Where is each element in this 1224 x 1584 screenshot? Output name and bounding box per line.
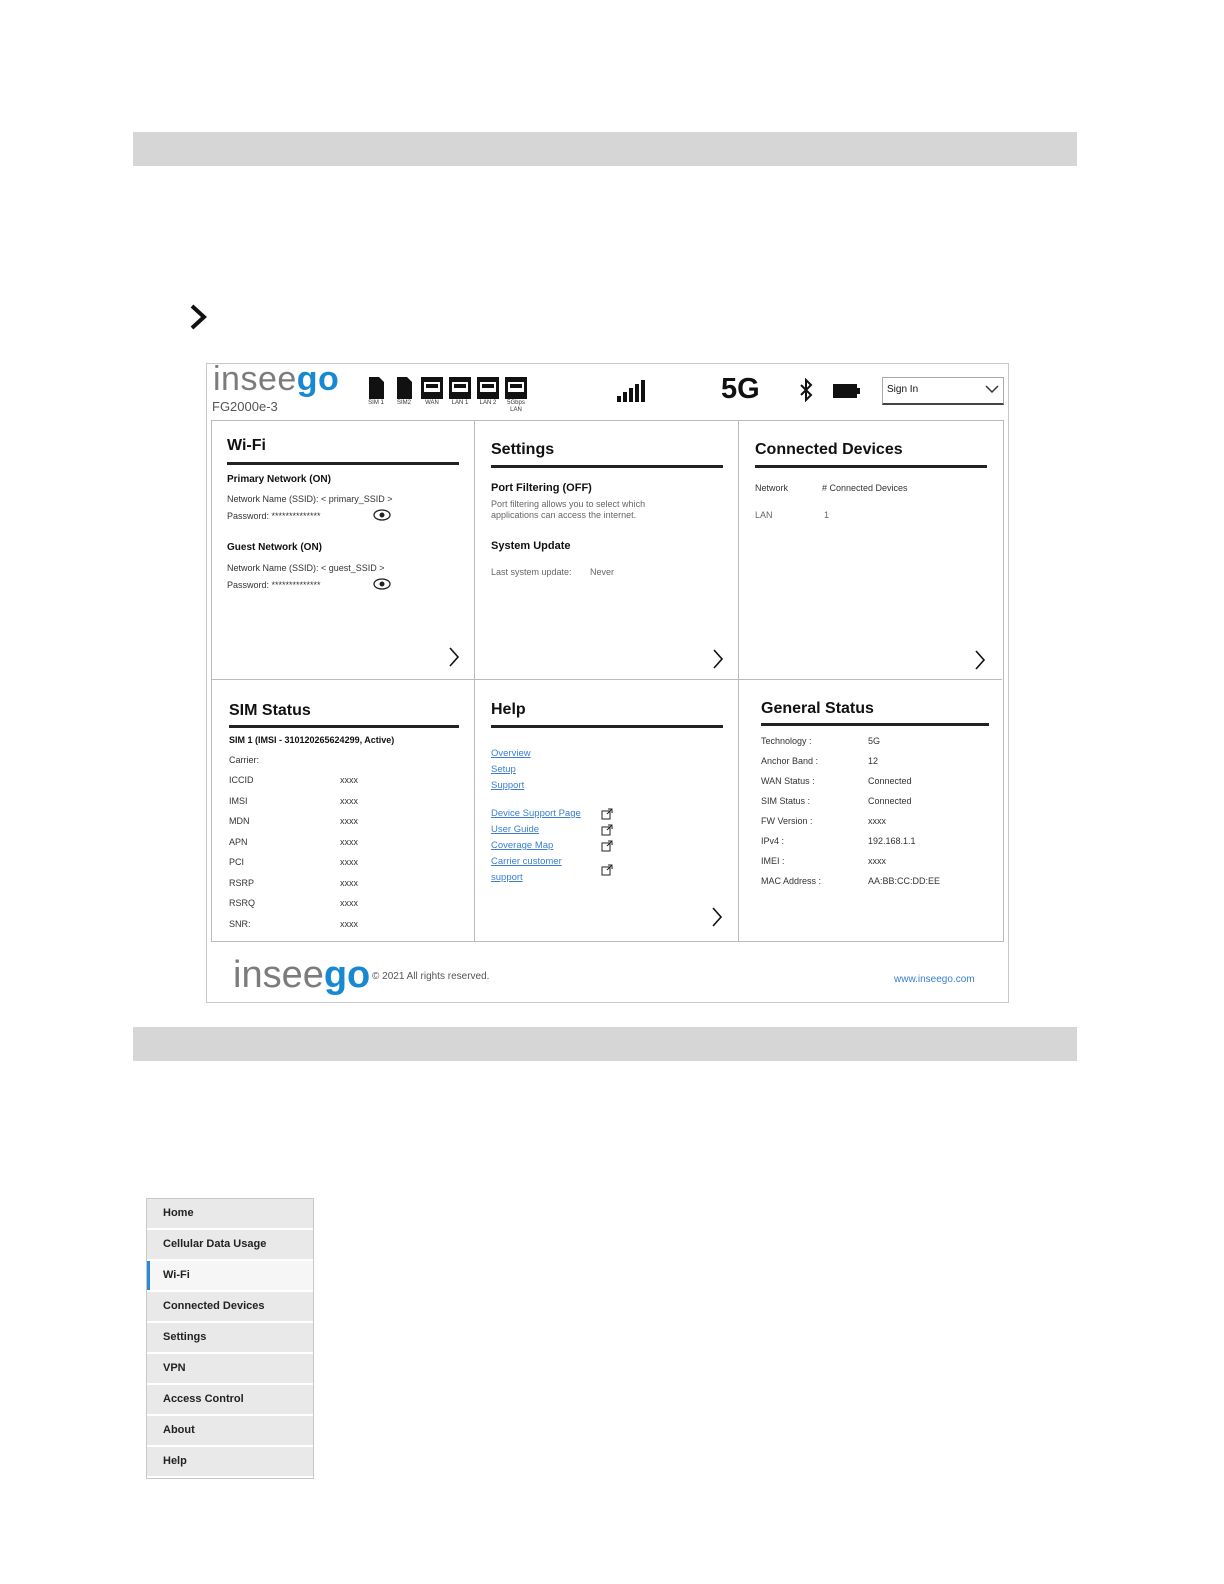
divider — [755, 465, 987, 468]
guest-ssid: Network Name (SSID): < guest_SSID > — [227, 563, 385, 573]
external-link-icon[interactable] — [601, 840, 613, 852]
show-password-icon[interactable] — [373, 578, 391, 590]
ethernet-port-icon — [449, 377, 471, 399]
sim-status-title: SIM Status — [229, 702, 311, 719]
ethernet-port-icon — [421, 377, 443, 399]
dashboard-grid — [211, 420, 1004, 942]
divider — [491, 725, 723, 728]
sim-field-label: RSRP — [229, 877, 255, 888]
port-filtering-desc: applications can access the internet. — [491, 510, 637, 520]
sim-field-label: IMSI — [229, 795, 248, 806]
carrier-customer-support-link[interactable]: support — [491, 872, 523, 883]
bluetooth-icon — [799, 378, 813, 402]
status-field-label: MAC Address : — [761, 876, 822, 886]
sim-field-value: xxxx — [340, 877, 358, 888]
connected-devices-card — [739, 421, 1002, 680]
chevron-right-icon[interactable] — [712, 648, 724, 670]
sim-field-value: xxxx — [340, 836, 358, 847]
sim1-status: SIM 1 — [365, 377, 387, 414]
menu-item-home[interactable]: Home — [147, 1199, 313, 1230]
help-card — [475, 680, 739, 941]
support-link[interactable]: Support — [491, 780, 525, 791]
connected-devices-title: Connected Devices — [755, 441, 903, 458]
menu-item-access-control[interactable]: Access Control — [147, 1385, 313, 1416]
menu-item-about[interactable]: About — [147, 1416, 313, 1447]
general-status-card — [739, 680, 1002, 941]
guest-network-title: Guest Network (ON) — [227, 542, 323, 553]
menu-item-vpn[interactable]: VPN — [147, 1354, 313, 1385]
help-title: Help — [491, 701, 526, 718]
general-status-title: General Status — [761, 700, 874, 717]
lan1-port-status: LAN 1 — [449, 377, 471, 414]
menu-item-cellular-data-usage[interactable]: Cellular Data Usage — [147, 1230, 313, 1261]
chevron-right-icon[interactable] — [186, 302, 210, 332]
section-header-bar — [133, 132, 1077, 166]
sim-field-label: APN — [229, 836, 248, 847]
web-ui-screenshot — [206, 360, 1009, 1003]
signal-strength-icon — [617, 380, 645, 402]
port-status-icons — [365, 377, 527, 414]
copyright-text: © 2021 All rights reserved. — [372, 971, 490, 982]
5gbps-lan-port-status: 5Gbps LAN — [505, 377, 527, 414]
system-update-title: System Update — [491, 540, 571, 552]
status-field-value: Connected — [868, 796, 912, 806]
network-type: 5G — [721, 373, 760, 405]
sim-field-label: MDN — [229, 816, 250, 826]
sim-field-label: PCI — [229, 857, 245, 867]
status-field-value: 5G — [868, 736, 881, 746]
coverage-map-link[interactable]: Coverage Map — [491, 840, 554, 851]
sim2-status: SIM2 — [393, 377, 415, 414]
external-link-icon[interactable] — [601, 824, 613, 836]
sim-field-value: xxxx — [340, 857, 358, 867]
status-field-label: IPv4 : — [761, 836, 785, 846]
last-update-label: Last system update: — [491, 567, 572, 577]
wifi-card — [212, 421, 475, 680]
status-field-value: xxxx — [868, 816, 886, 826]
network-column-header: Network — [755, 483, 789, 493]
wan-port-status: WAN — [421, 377, 443, 414]
settings-title: Settings — [491, 441, 555, 458]
status-field-value: Connected — [868, 776, 912, 786]
devices-column-header: # Connected Devices — [822, 483, 908, 493]
sim-card-icon — [397, 377, 412, 399]
port-filtering-title: Port Filtering (OFF) — [491, 482, 592, 494]
status-field-label: Anchor Band : — [761, 756, 819, 766]
last-update-value: Never — [590, 567, 615, 577]
primary-network-title: Primary Network (ON) — [227, 474, 331, 485]
sim-field-label: ICCID — [229, 775, 254, 785]
show-password-icon[interactable] — [373, 509, 391, 521]
primary-password: Password: ************** — [227, 511, 321, 521]
device-model: FG2000e-3 — [212, 399, 278, 414]
status-field-label: IMEI : — [761, 856, 785, 866]
status-field-label: Technology : — [761, 736, 812, 746]
lan2-port-status: LAN 2 — [477, 377, 499, 414]
wifi-title: Wi-Fi — [227, 437, 266, 454]
sim-card-icon — [369, 377, 384, 399]
ethernet-port-icon — [477, 377, 499, 399]
port-filtering-desc: Port filtering allows you to select which — [491, 499, 646, 509]
carrier-label: Carrier: — [229, 755, 260, 765]
status-field-label: WAN Status : — [761, 776, 815, 786]
menu-item-wi-fi[interactable]: Wi-Fi — [147, 1261, 313, 1292]
sim-status-card — [212, 680, 475, 941]
devices-count-cell: 1 — [824, 510, 830, 520]
status-field-value: AA:BB:CC:DD:EE — [868, 876, 941, 886]
divider — [491, 465, 723, 468]
overview-link[interactable]: Overview — [491, 748, 531, 759]
network-cell: LAN — [755, 510, 773, 520]
chevron-right-icon[interactable] — [974, 649, 986, 671]
status-field-value: xxxx — [868, 856, 886, 866]
side-navigation-menu — [146, 1198, 314, 1479]
sign-in-dropdown[interactable] — [882, 377, 1004, 405]
sim-field-label: RSRQ — [229, 898, 256, 908]
divider — [227, 462, 459, 465]
divider — [761, 723, 989, 726]
section-header-bar — [133, 1027, 1077, 1061]
ethernet-port-icon — [505, 377, 527, 399]
settings-card — [475, 421, 739, 680]
status-field-value: 12 — [868, 756, 879, 766]
status-field-label: FW Version : — [761, 816, 813, 826]
sign-in-label: Sign In — [887, 384, 919, 395]
sim-field-value: xxxx — [340, 795, 358, 806]
inseego-footer-logo: inseego — [233, 954, 371, 996]
user-guide-link[interactable]: User Guide — [491, 824, 540, 835]
setup-link[interactable]: Setup — [491, 764, 516, 775]
guest-password: Password: ************** — [227, 580, 321, 590]
carrier-customer-support-link[interactable]: Carrier customer — [491, 856, 562, 867]
sim-field-value: xxxx — [340, 775, 358, 785]
sim-field-value: xxxx — [340, 816, 358, 826]
status-field-label: SIM Status : — [761, 796, 811, 806]
sim-line: SIM 1 (IMSI - 310120265624299, Active) — [229, 735, 395, 745]
external-link-icon[interactable] — [601, 864, 613, 876]
sim-field-label: SNR: — [229, 918, 251, 929]
sim-field-value: xxxx — [340, 918, 358, 929]
top-header — [207, 360, 1008, 419]
device-support-page-link[interactable]: Device Support Page — [491, 808, 581, 819]
menu-item-settings[interactable]: Settings — [147, 1323, 313, 1354]
menu-item-help[interactable]: Help — [147, 1447, 313, 1478]
primary-ssid: Network Name (SSID): < primary_SSID > — [227, 494, 393, 504]
sim-field-value: xxxx — [340, 898, 358, 908]
chevron-right-icon[interactable] — [448, 646, 460, 668]
status-field-value: 192.168.1.1 — [868, 836, 916, 846]
chevron-right-icon[interactable] — [711, 906, 723, 928]
external-link-icon[interactable] — [601, 808, 613, 820]
chevron-down-icon — [985, 385, 999, 394]
divider — [229, 725, 459, 728]
inseego-logo: inseego — [213, 360, 340, 398]
website-link[interactable]: www.inseego.com — [894, 974, 975, 985]
menu-item-connected-devices[interactable]: Connected Devices — [147, 1292, 313, 1323]
battery-icon — [833, 384, 861, 398]
